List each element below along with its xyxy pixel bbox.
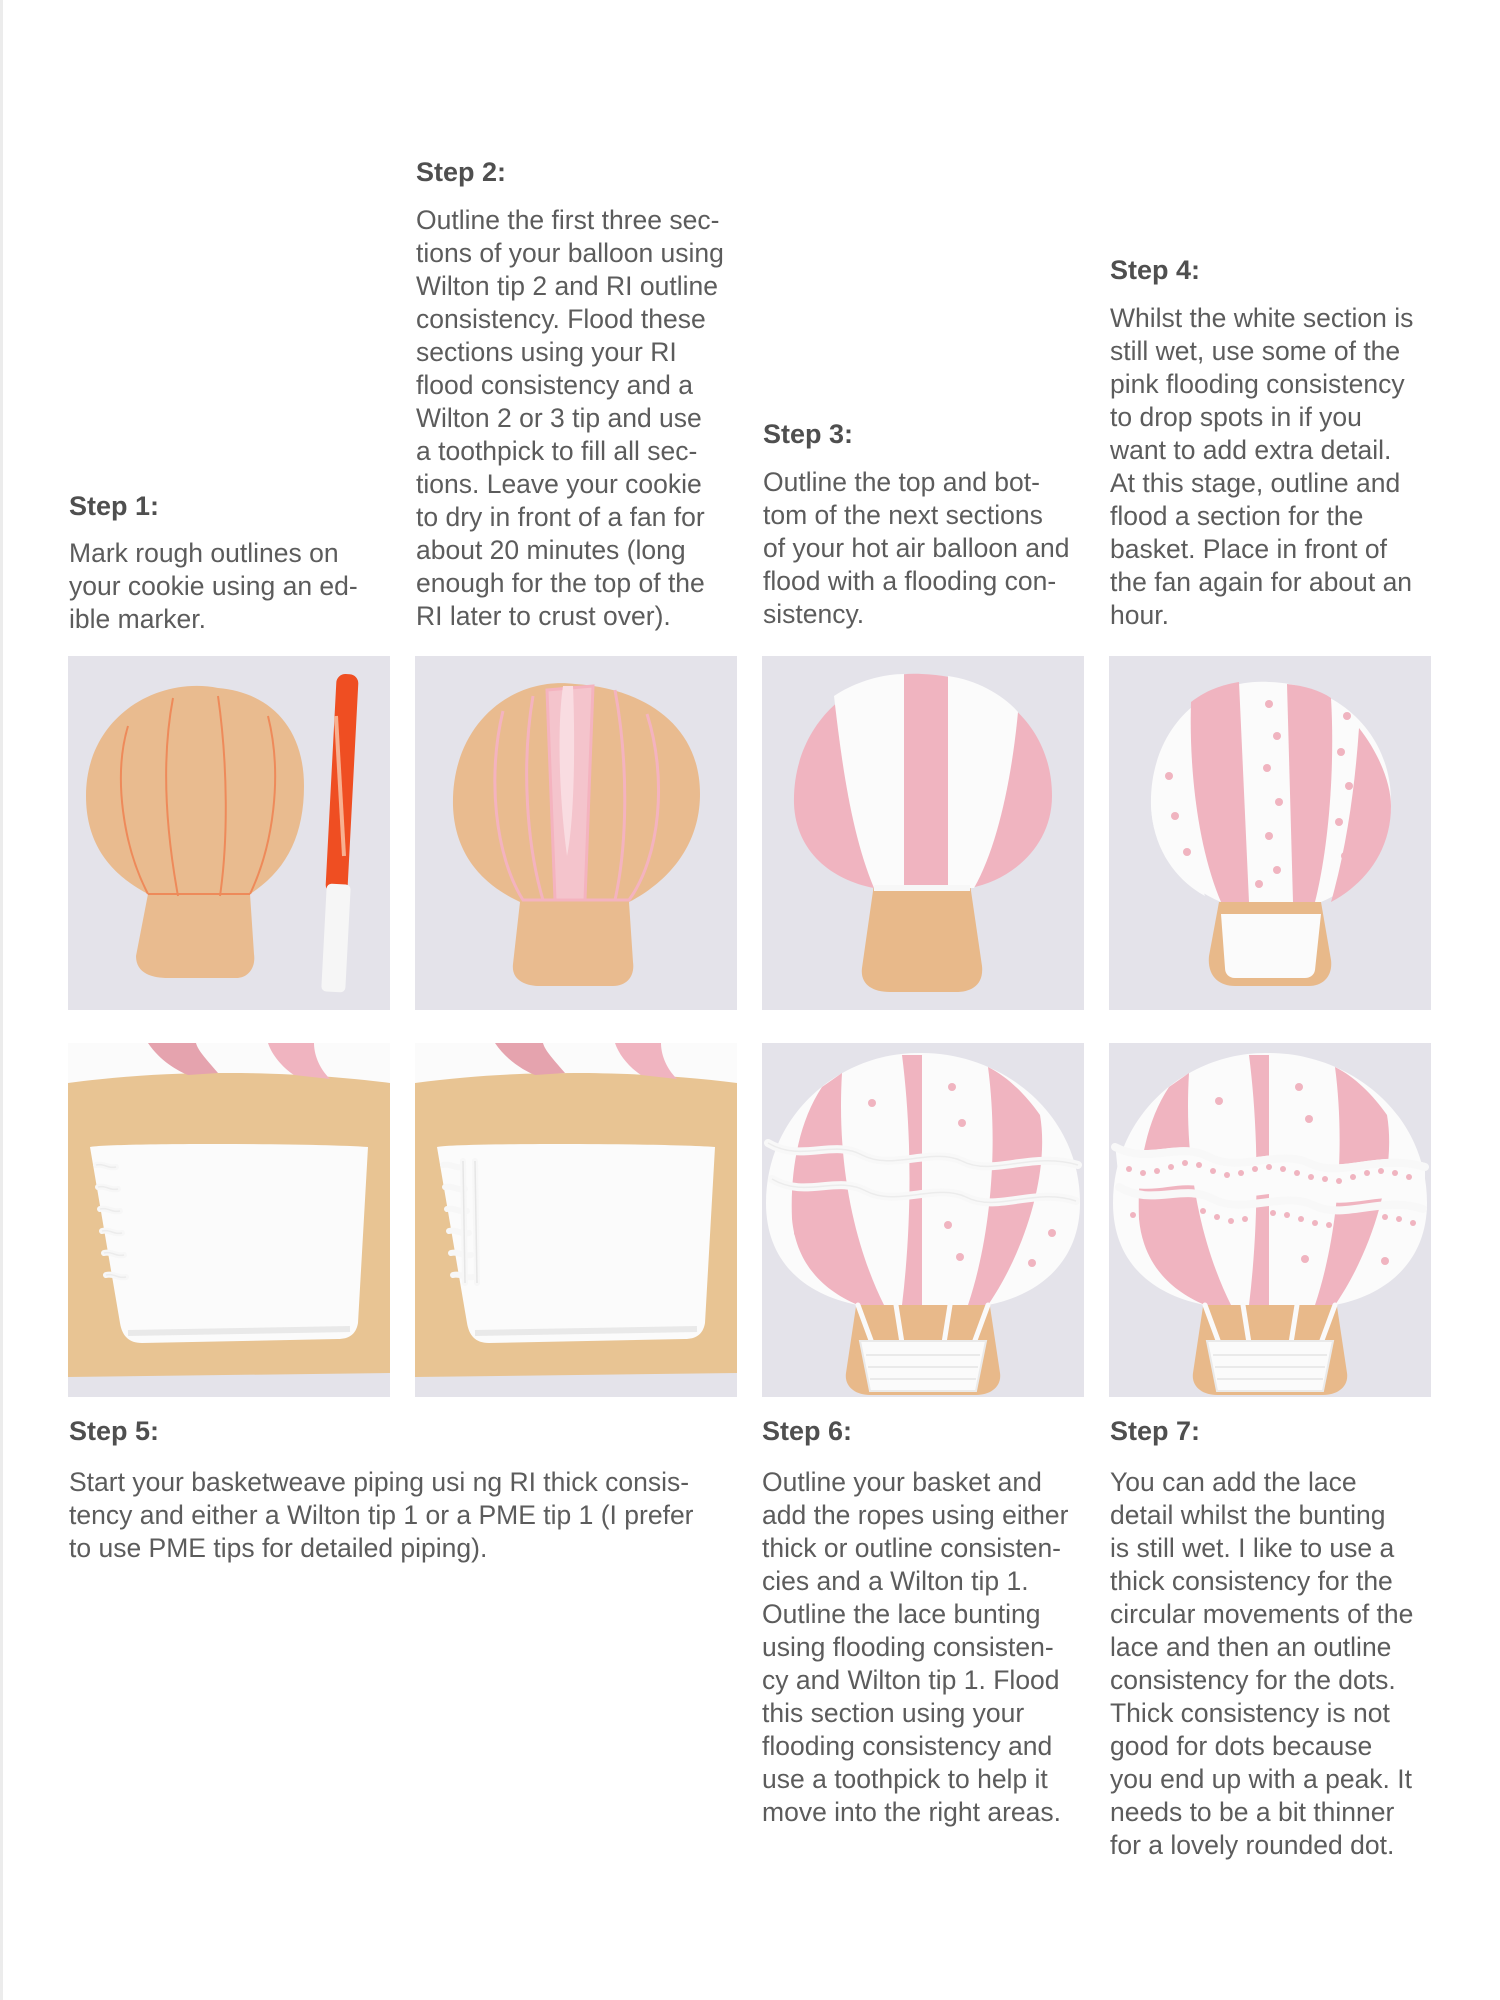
step-2-photo: [415, 656, 737, 1010]
step-6-title: Step 6:: [762, 1416, 853, 1446]
step-2-line: about 20 minutes (long: [416, 535, 686, 565]
step-1-photo: [68, 656, 390, 1010]
step-6-line: cy and Wilton tip 1. Flood: [762, 1665, 1060, 1695]
step-5-line: Start your basketweave piping usi ng RI thick consis-: [69, 1467, 690, 1497]
step-4-line: want to add extra detail.: [1110, 435, 1392, 465]
step-4-line: flood a section for the: [1110, 501, 1364, 531]
step-7-line: lace and then an outline: [1110, 1632, 1392, 1662]
step-2-line: consistency. Flood these: [416, 304, 706, 334]
step-5-title: Step 5:: [69, 1416, 160, 1446]
step-7-line: detail whilst the bunting: [1110, 1500, 1386, 1530]
step-2-line: tions. Leave your cookie: [416, 469, 702, 499]
step-7-line: for a lovely rounded dot.: [1110, 1830, 1395, 1860]
step-2-line: Outline the first three sec-: [416, 205, 720, 235]
step-2-line: sections using your RI: [416, 337, 677, 367]
step-5-text: [69, 1466, 749, 1565]
step-7-line: Thick consistency is not: [1110, 1698, 1390, 1728]
step-7-line: you end up with a peak. It: [1110, 1764, 1413, 1794]
step-7-line: You can add the lace: [1110, 1467, 1357, 1497]
step-3-line: sistency.: [763, 599, 865, 629]
step-4-line: Whilst the white section is: [1110, 303, 1414, 333]
step-6-line: add the ropes using either: [762, 1500, 1069, 1530]
step-7-line: circular movements of the: [1110, 1599, 1414, 1629]
step-3-title: Step 3:: [763, 419, 854, 449]
step-3-line: of your hot air balloon and: [763, 533, 1070, 563]
step-2-line: Wilton 2 or 3 tip and use: [416, 403, 702, 433]
step-4-line: the fan again for about an: [1110, 567, 1413, 597]
step-1-line: Mark rough outlines on: [69, 538, 339, 568]
step-1-line: ible marker.: [69, 604, 206, 634]
step-6-text: [762, 1466, 1102, 1829]
step-4-line: At this stage, outline and: [1110, 468, 1401, 498]
step-6-line: using flooding consisten-: [762, 1632, 1054, 1662]
step-6-photo: [762, 1043, 1084, 1397]
step-4-line: basket. Place in front of: [1110, 534, 1387, 564]
step-7-line: needs to be a bit thinner: [1110, 1797, 1395, 1827]
step-6-line: thick or outline consisten-: [762, 1533, 1062, 1563]
step-1-title: Step 1:: [69, 491, 160, 521]
step-6-line: use a toothpick to help it: [762, 1764, 1048, 1794]
step-6-line: Outline the lace bunting: [762, 1599, 1041, 1629]
step-4-line: pink flooding consistency: [1110, 369, 1405, 399]
step-3-line: tom of the next sections: [763, 500, 1043, 530]
step-3-text: [763, 466, 1103, 631]
page-edge: [0, 0, 3, 2000]
step-2-line: a toothpick to fill all sec-: [416, 436, 698, 466]
step-4-text: [1110, 302, 1450, 632]
step-2-line: tions of your balloon using: [416, 238, 724, 268]
step-4-photo: [1109, 656, 1431, 1010]
step-5-line: to use PME tips for detailed piping).: [69, 1533, 488, 1563]
step-7-photo: [1109, 1043, 1431, 1397]
step-6-line: Outline your basket and: [762, 1467, 1042, 1497]
step-6-line: cies and a Wilton tip 1.: [762, 1566, 1029, 1596]
step-7-title: Step 7:: [1110, 1416, 1201, 1446]
step-7-line: is still wet. I like to use a: [1110, 1533, 1395, 1563]
step-6-line: flooding consistency and: [762, 1731, 1053, 1761]
step-1-line: your cookie using an ed-: [69, 571, 358, 601]
step-7-line: good for dots because: [1110, 1731, 1373, 1761]
step-4-title: Step 4:: [1110, 255, 1201, 285]
step-3-photo: [762, 656, 1084, 1010]
step-4-line: still wet, use some of the: [1110, 336, 1401, 366]
step-2-line: RI later to crust over).: [416, 601, 671, 631]
step-7-line: consistency for the dots.: [1110, 1665, 1396, 1695]
step-6-line: this section using your: [762, 1698, 1025, 1728]
step-2-line: flood consistency and a: [416, 370, 693, 400]
step-5-photo-a: [68, 1043, 390, 1397]
step-4-line: hour.: [1110, 600, 1169, 630]
step-3-line: flood with a flooding con-: [763, 566, 1057, 596]
step-4-line: to drop spots in if you: [1110, 402, 1362, 432]
step-2-line: to dry in front of a fan for: [416, 502, 705, 532]
step-7-text: [1110, 1466, 1450, 1862]
step-2-line: Wilton tip 2 and RI outline: [416, 271, 718, 301]
step-3-line: Outline the top and bot-: [763, 467, 1040, 497]
step-2-text: [416, 204, 746, 633]
step-6-line: move into the right areas.: [762, 1797, 1062, 1827]
step-7-line: thick consistency for the: [1110, 1566, 1393, 1596]
step-5-line: tency and either a Wilton tip 1 or a PME tip 1 (I prefer: [69, 1500, 694, 1530]
step-1-text: [69, 537, 399, 636]
step-5-photo-b: [415, 1043, 737, 1397]
step-2-title: Step 2:: [416, 157, 507, 187]
step-2-line: enough for the top of the: [416, 568, 705, 598]
